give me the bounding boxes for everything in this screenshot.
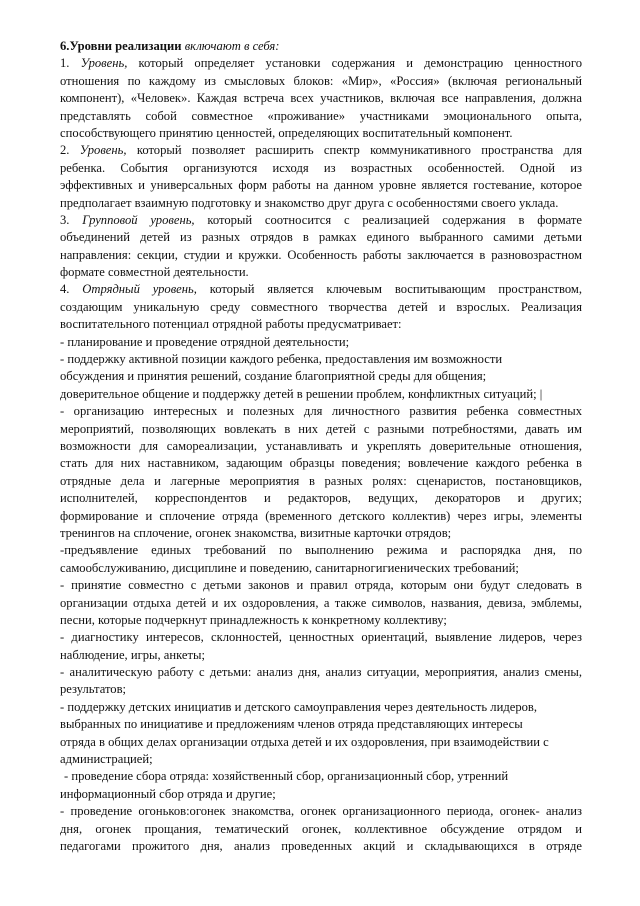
text-line [60,55,582,72]
line-text: направления: секции, студии и кружки. Особенность работы заключается в разновозрастном [60,247,582,262]
line-text: выбранных по инициативе и предложениям членов отряда представляющих интересы [60,717,523,732]
text-line [60,195,582,212]
line-text: отрядные дела и лагерные мероприятия в разных ролях: сценаристов, постановщиков, [60,473,582,488]
line-text: обсуждения и принятия решений, создание благоприятной среды для общения; [60,369,487,384]
line-text: - проведение сбора отряда: хозяйственный сбор, организационный сбор, утренний [64,769,509,784]
document-page [60,38,582,855]
line-text: администрацией; [60,752,153,767]
text-line [60,316,582,333]
level-term: Групповой уровень, [82,212,195,227]
text-line [60,542,582,559]
line-text: возможности для самореализации, устанавливать и укреплять доверительные отношения, [60,438,582,453]
line-text: наблюдение, игры, анкеты; [60,647,205,662]
line-text: отряда в общих делах организации отдыха детей и их оздоровления, при взаимодействии с [60,734,549,749]
text-line [60,699,582,716]
text-line [60,751,582,768]
level-term: Уровень, [79,143,127,158]
text-line [60,386,582,403]
text-line [60,351,582,368]
line-text: который является ключевым воспитывающим пространством, [196,282,582,297]
line-text: компонент), «Человек». Каждая встреча всех участников, включая все направления, должна [60,91,582,106]
text-line [60,108,582,125]
text-line [60,560,582,577]
line-text: ребенка. События организуются исходя из возрастных особенностей. Одной из [60,160,582,175]
text-line [60,421,582,438]
text-line [60,299,582,316]
text-line [60,525,582,542]
line-text: результатов; [60,682,127,697]
text-line [60,177,582,194]
text-line [60,838,582,855]
text-line [60,247,582,264]
line-text: создающим уникальную среду совместного творчества детей и взрослых. Реализация [60,299,582,314]
text-line [60,142,582,159]
line-text: воспитательного потенциал отрядной работы предусматривает: [60,317,402,332]
item-number: 1. [60,56,81,71]
line-text: - планирование и проведение отрядной деятельности; [60,334,350,349]
text-line [60,403,582,420]
item-number: 4. [60,282,83,297]
text-line [60,786,582,803]
line-text: который определяет установки содержания и демонстрацию ценностного [127,56,582,71]
text-line [60,90,582,107]
line-text: информационный сбор отряда и другие; [60,786,276,801]
heading-title: 6.Уровни реализации [60,39,182,53]
text-line [60,821,582,838]
line-text: - принятие совместно с детьми законов и правил отряда, которым они будут следовать в [60,578,582,593]
text-line [60,229,582,246]
line-text: мероприятий, позволяющих вовлекать в них детей с разными потребностями, давать им [60,421,582,436]
text-line [60,595,582,612]
line-text: песни, которые подчеркнут принадлежность к конкретному коллективу; [60,612,447,627]
text-line [60,716,582,733]
line-text: формирование и сплочение отряда (временного детского коллектив) через игры, элементы [60,508,582,523]
text-line [60,681,582,698]
text-line [60,612,582,629]
line-text: - проведение огоньков:огонек знакомства, огонек организационного периода, огонек- анализ [60,804,582,819]
line-text: который позволяет расширить спектр коммуникативного пространства для [126,143,583,158]
line-text: объединений детей из разных отрядов в рамках единого выбранного самими детьми [60,230,582,245]
line-text: отношения по каждому из смысловых блоков: «Мир», «Россия» (включая региональный [60,73,582,88]
line-text: самообслуживанию, дисциплине и поведению, санитарногигиенических требований; [60,560,519,575]
line-text: который соотносится с реализацией содержания в формате [194,212,583,227]
text-line [60,334,582,351]
line-text: способствующего принятию ценностей, определяющих воспитательный компонент. [60,125,513,140]
line-text: -предъявление единых требований по выполнению режима и распорядка дня, по [60,543,582,558]
line-text: - аналитическую работу с детьми: анализ дня, анализ ситуации, мероприятия, анализ смены, [60,665,582,680]
line-text: педагогами прожитого дня, анализ проведенных акций и складывающихся в отряде [60,838,582,853]
line-text: стать для них наставником, задающим образцы поведения; вовлечение каждого ребенка в [60,456,582,471]
text-line [60,455,582,472]
text-line [60,768,582,785]
line-text: представлять собой совместное «проживание» участниками эмоционального опыта, [60,108,582,123]
text-line [60,281,582,298]
text-line [60,664,582,681]
text-line [60,629,582,646]
section-heading [60,38,582,55]
text-line [60,473,582,490]
text-line [60,647,582,664]
line-text: тренингов на сплочение, огонек знакомства, визитные карточки отрядов; [60,525,452,540]
text-line [60,212,582,229]
text-line [60,508,582,525]
line-text: организации отдыха детей и их оздоровления, а также символов, названия, девиза, эмблемы, [60,595,582,610]
text-line [60,490,582,507]
line-text: - поддержку активной позиции каждого ребенка, предоставления им возможности [60,352,503,367]
heading-intro: включают в себя: [181,39,280,53]
text-line [60,368,582,385]
line-text: - поддержку детских инициатив и детского самоуправления через деятельность лидеров, [60,699,538,714]
text-line [60,264,582,281]
level-term: Отрядный уровень, [82,282,197,297]
text-line [60,734,582,751]
text-line [60,73,582,90]
item-number: 3. [60,212,83,227]
text-line [60,125,582,142]
line-text: исполнителей, корреспондентов и редакторов, ведущих, декораторов и других; [60,491,582,506]
line-text: доверительное общение и поддержку детей в решении проблем, конфликтных ситуаций; | [60,386,543,401]
line-text: эффективных и универсальных форм работы на данном уровне является гостевание, которое [60,178,582,193]
item-number: 2. [60,143,80,158]
level-term: Уровень, [80,56,128,71]
line-text: формате совместной деятельности. [60,265,249,280]
line-text: - диагностику интересов, склонностей, ценностных ориентаций, выявление лидеров, через [60,630,582,645]
line-text: предполагает взаимную подготовку и знакомство друг друга с особенностями своего уклада. [60,195,559,210]
line-text: дня, огонек прощания, тематический огонек, коллективное обсуждение отрядом и [60,821,582,836]
line-text: - организацию интересных и полезных для личностного развития ребенка совместных [60,404,582,419]
text-line [60,577,582,594]
text-line [60,160,582,177]
text-line [60,803,582,820]
text-body [60,55,582,855]
text-line [60,438,582,455]
